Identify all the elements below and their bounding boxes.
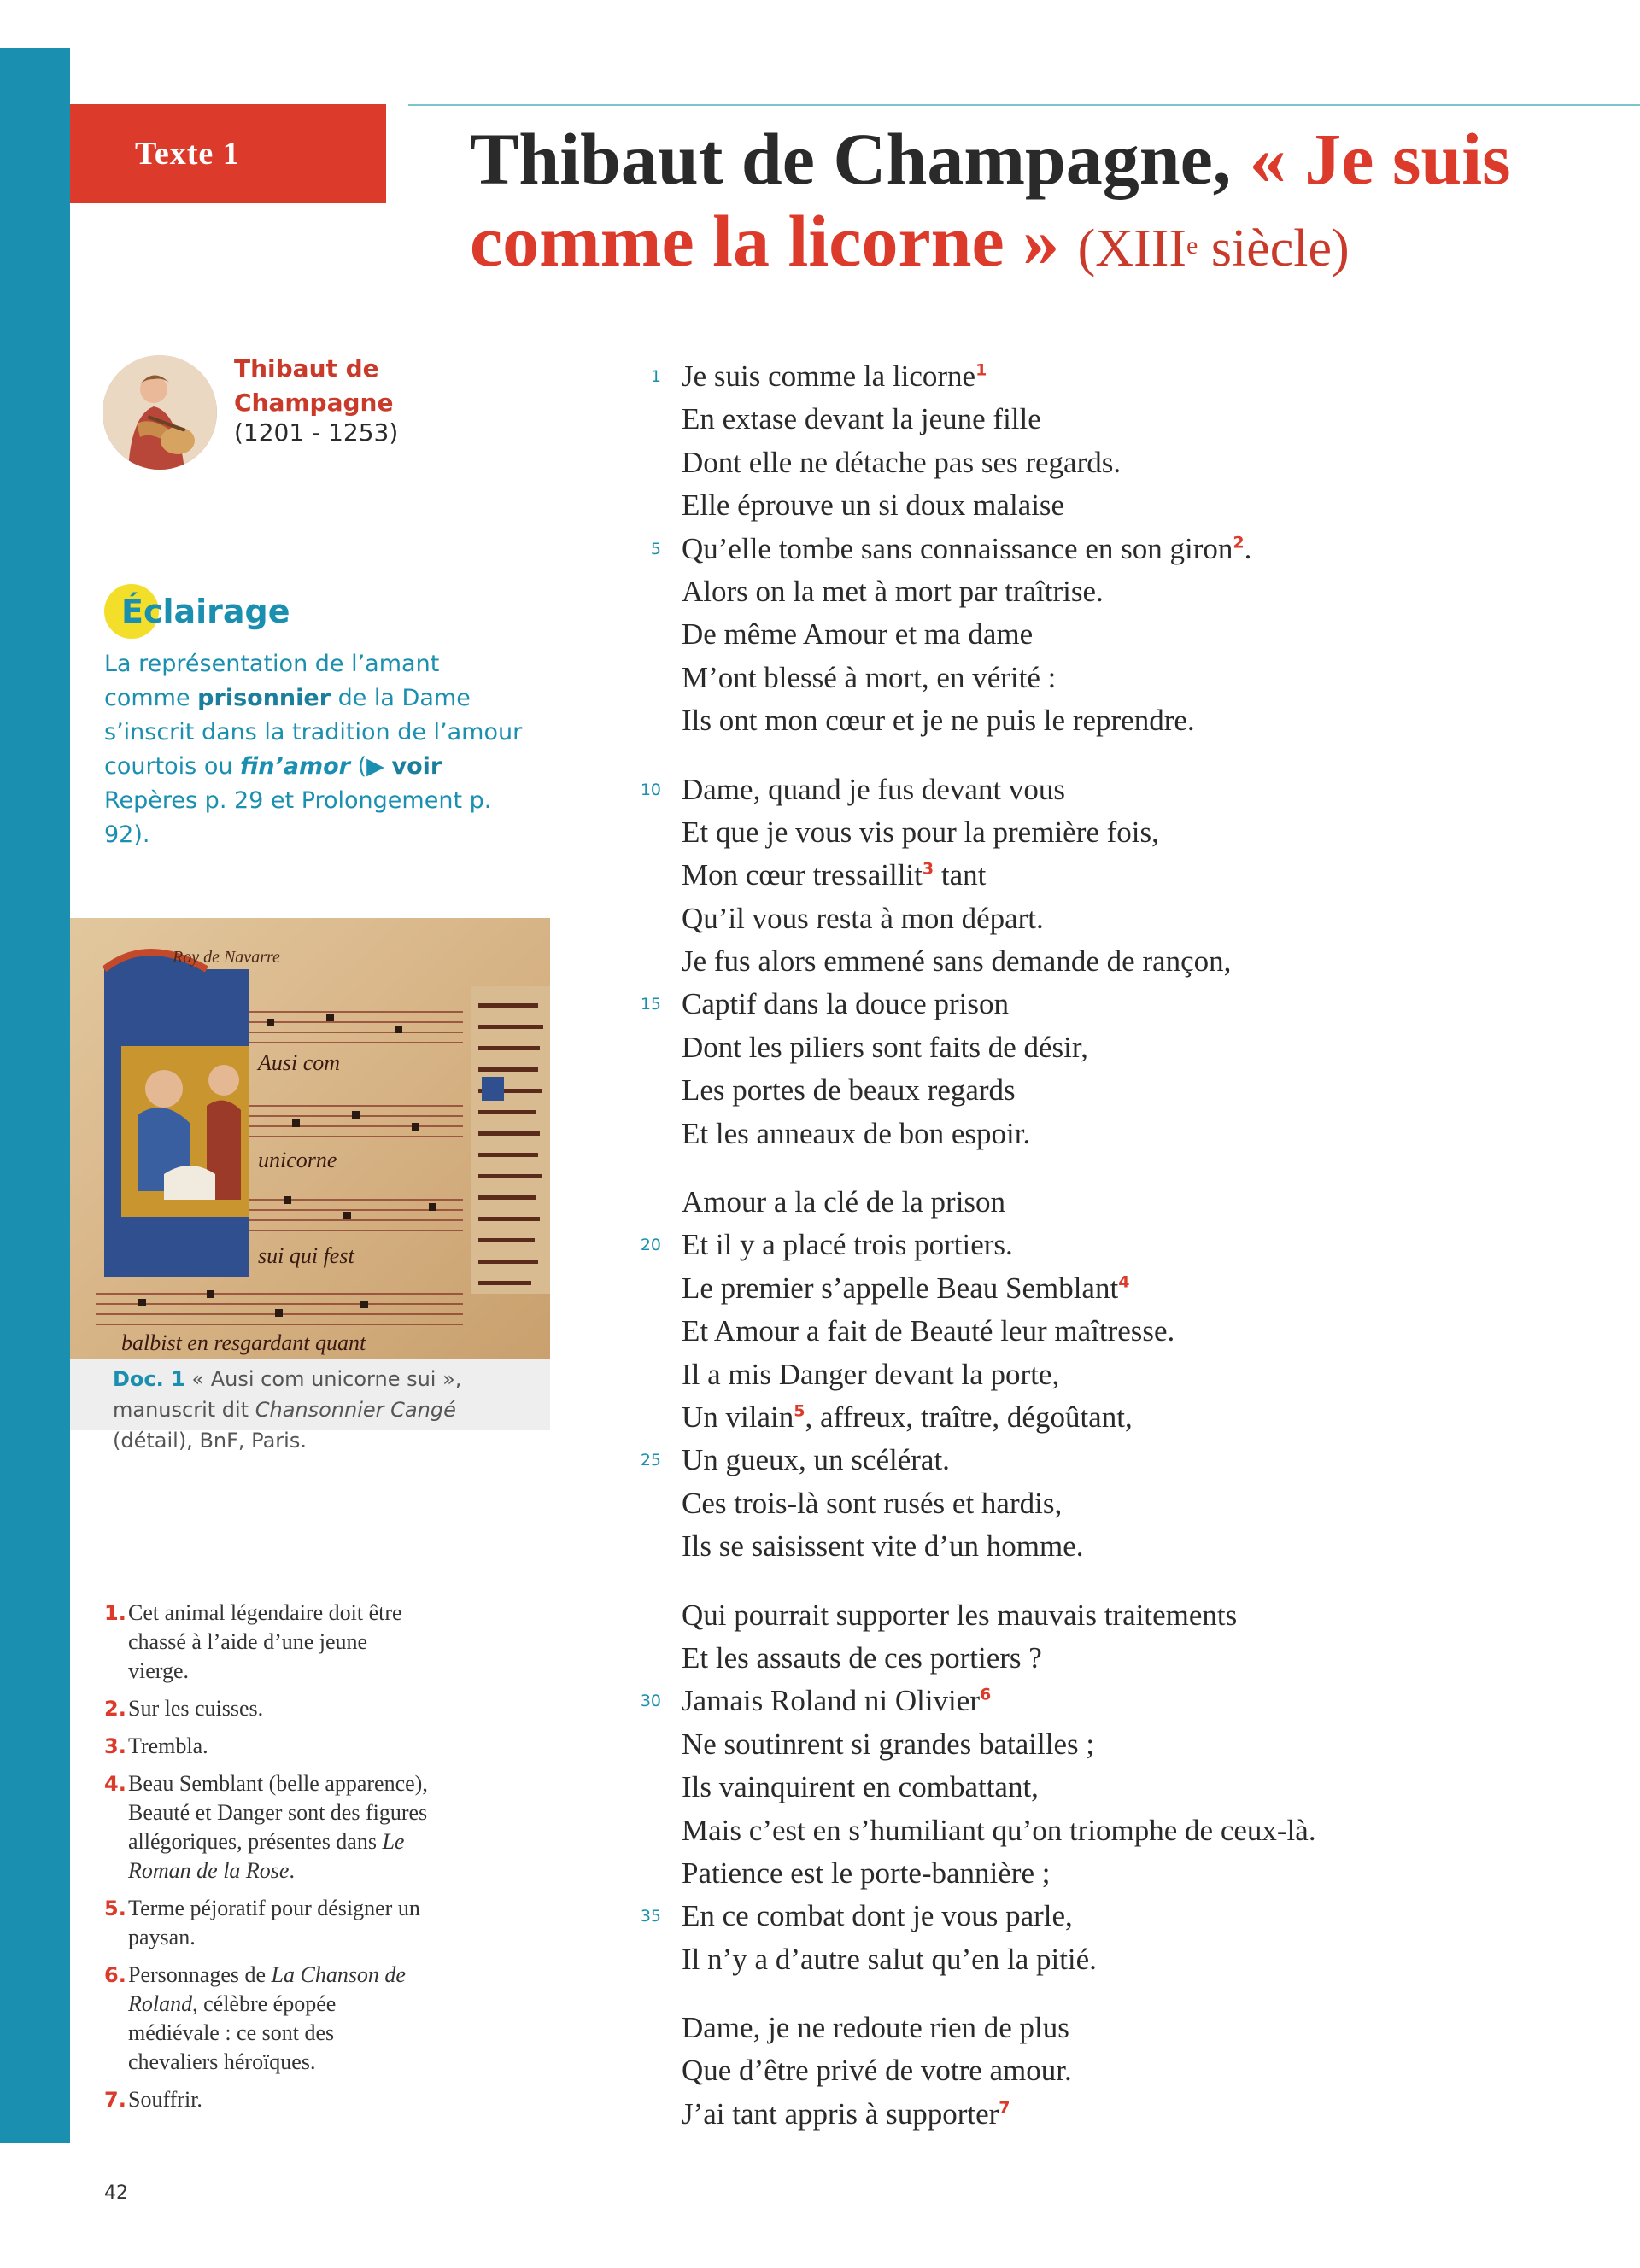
footnote-number: 2. (104, 1697, 126, 1721)
footnote-text: Cet animal légendaire doit être chassé à l’aide d’une jeune vierge. (128, 1600, 402, 1683)
poem-line (632, 1594, 1614, 1637)
manuscript-image (70, 918, 550, 1359)
footnote-number: 5. (104, 1897, 126, 1920)
poem-line (632, 983, 1614, 1026)
poem-line (632, 1267, 1614, 1310)
line-text: Dame, quand je fus devant vous (682, 772, 1066, 806)
header-rule (408, 104, 1640, 106)
svg-text:sui qui fest: sui qui fest (258, 1243, 354, 1268)
footnote-text: Sur les cuisses. (128, 1696, 264, 1721)
title-quote: « Je suis comme la licorne » (470, 118, 1511, 282)
line-text: Un gueux, un scélérat. (682, 1443, 950, 1477)
line-text: De même Amour et ma dame (682, 617, 1034, 652)
footnote-item (104, 1599, 429, 1686)
footnote-item (104, 1769, 429, 1885)
svg-text:balbist en resgardant quant: balbist en resgardant quant (121, 1330, 366, 1355)
poem-line (632, 657, 1614, 699)
footnote-ref[interactable]: 3 (922, 859, 934, 879)
line-text: J’ai tant appris à supporter (682, 2096, 999, 2131)
footnote-text: Personnages de (128, 1962, 272, 1987)
poem-line (632, 1181, 1614, 1224)
footnote-text: Souffrir. (128, 2087, 202, 2112)
line-text-tail: , affreux, traître, dégoûtant, (805, 1400, 1133, 1434)
poem-line (632, 1026, 1614, 1069)
poem-line (632, 2007, 1614, 2049)
eclairage-text: La représentation de l’amant comme prisonnier de la Dame s’inscrit dans la tradition de l’amour courtois ou fin’amor (▶ voir Repères p. 29 et Prolongement p. 92). (104, 651, 523, 848)
footnote-number: 3. (104, 1734, 126, 1758)
footnote-number: 7. (104, 2088, 126, 2112)
line-number: 10 (640, 780, 661, 799)
footnote-number: 4. (104, 1772, 126, 1796)
poem-line (632, 1852, 1614, 1895)
svg-text:unicorne: unicorne (258, 1148, 337, 1172)
line-text: Qu’il vous resta à mon départ. (682, 901, 1044, 935)
line-number: 5 (650, 539, 661, 558)
line-text: Ils se saisissent vite d’un homme. (682, 1529, 1084, 1564)
line-text: Je suis comme la licorne (682, 359, 976, 393)
line-text: Qui pourrait supporter les mauvais traitements (682, 1598, 1238, 1632)
svg-text:Ausi com: Ausi com (258, 1050, 341, 1075)
line-text: Les portes de beaux regards (682, 1073, 1016, 1108)
poem-line (632, 1482, 1614, 1525)
line-text: Je fus alors emmené sans demande de rançon, (682, 944, 1232, 979)
poem-stanza (632, 2007, 1614, 2136)
poem-line (632, 1310, 1614, 1353)
line-text: Amour a la clé de la prison (682, 1185, 1006, 1219)
poem-stanza (632, 1594, 1614, 1982)
poem-line (632, 1809, 1614, 1852)
footnote-text: Terme péjoratif pour désigner un paysan. (128, 1896, 420, 1949)
poem-line (632, 570, 1614, 613)
footnote-ref[interactable]: 1 (975, 360, 987, 380)
footnote-text-tail: , célèbre épopée médiévale : ce sont des chevaliers héroïques. (128, 1991, 337, 2074)
line-text: Ces trois-là sont rusés et hardis, (682, 1486, 1063, 1520)
poem-line (632, 2049, 1614, 2092)
svg-text:Roy de Navarre: Roy de Navarre (173, 948, 280, 967)
poem-line (632, 1680, 1614, 1722)
poem-line (632, 398, 1614, 441)
line-text: Captif dans la douce prison (682, 987, 1009, 1021)
footnote-text: Beau Semblant (belle apparence), Beauté et Danger sont des figures allégoriques, présentes dans (128, 1771, 428, 1854)
poem-line (632, 528, 1614, 570)
poem-stanza (632, 355, 1614, 743)
footnote-ref[interactable]: 7 (999, 2098, 1010, 2118)
footnote-ref[interactable]: 4 (1118, 1272, 1130, 1292)
medieval-musician-portrait-icon (102, 355, 217, 470)
line-text: Il a mis Danger devant la porte, (682, 1357, 1060, 1391)
footnote-number: 1. (104, 1601, 126, 1625)
title-era: (XIIIe siècle) (1077, 219, 1350, 278)
footnote-ref[interactable]: 5 (794, 1401, 805, 1421)
poem-line (632, 1224, 1614, 1266)
line-text: En extase devant la jeune fille (682, 402, 1041, 436)
poem-line (632, 811, 1614, 854)
footnote-title: Le Roman de la Rose (128, 1829, 405, 1883)
poem-line (632, 1723, 1614, 1766)
line-text: Patience est le porte-bannière ; (682, 1856, 1051, 1890)
line-text: Le premier s’appelle Beau Semblant (682, 1271, 1119, 1305)
poem-stanza (632, 1181, 1614, 1569)
poem-line (632, 940, 1614, 983)
image-caption: Doc. 1 « Ausi com unicorne sui », manuscrit dit Chansonnier Cangé (détail), BnF, Paris. (70, 1359, 550, 1430)
footnote-ref[interactable]: 6 (979, 1685, 992, 1704)
poem-line (632, 1353, 1614, 1396)
footnote-item (104, 1961, 429, 2077)
line-text: Que d’être privé de votre amour. (682, 2054, 1072, 2088)
line-text: Ne soutinrent si grandes batailles ; (682, 1727, 1095, 1761)
footnote-title: La Chanson de Roland (128, 1962, 406, 2016)
footnote-item (104, 1694, 429, 1723)
line-text: Dont les piliers sont faits de désir, (682, 1030, 1088, 1064)
line-text: Et il y a placé trois portiers. (682, 1228, 1013, 1262)
eclairage-box (104, 584, 531, 852)
poem-line (632, 1396, 1614, 1439)
poem (632, 355, 1614, 2161)
page-number: 42 (104, 2183, 128, 2204)
poem-line (632, 1525, 1614, 1568)
footnote-ref[interactable]: 2 (1233, 532, 1245, 552)
line-text: Mais c’est en s’humiliant qu’on triomphe de ceux-là. (682, 1813, 1316, 1847)
line-text-tail: . (1244, 531, 1252, 565)
line-text: Jamais Roland ni Olivier (682, 1684, 980, 1718)
eclairage-header (104, 584, 531, 640)
poem-line (632, 441, 1614, 484)
line-text: Et que je vous vis pour la première fois, (682, 815, 1159, 849)
footnote-item (104, 1732, 429, 1761)
line-text: Alors on la met à mort par traîtrise. (682, 574, 1104, 608)
footnotes (104, 1599, 429, 2123)
side-color-bar (0, 48, 70, 2143)
poem-line (632, 1637, 1614, 1680)
line-text: Mon cœur tressaillit (682, 858, 922, 892)
poem-line (632, 699, 1614, 742)
line-text: Elle éprouve un si doux malaise (682, 488, 1065, 523)
footnote-number: 6. (104, 1963, 126, 1987)
line-text: En ce combat dont je vous parle, (682, 1899, 1073, 1933)
poem-line (632, 1069, 1614, 1112)
poem-line (632, 1113, 1614, 1155)
line-text: Dame, je ne redoute rien de plus (682, 2011, 1069, 2045)
line-text: Il n’y a d’autre salut qu’en la pitié. (682, 1942, 1097, 1976)
line-text: Et les assauts de ces portiers ? (682, 1640, 1042, 1675)
poem-line (632, 1938, 1614, 1981)
line-text: Ils ont mon cœur et je ne puis le reprendre. (682, 704, 1195, 738)
footnote-item (104, 2085, 429, 2114)
footnote-text: Trembla. (128, 1733, 208, 1758)
line-text: Et Amour a fait de Beauté leur maîtresse. (682, 1314, 1175, 1348)
text-label-tag: Texte 1 (70, 104, 386, 203)
poem-stanza (632, 769, 1614, 1156)
arrow-icon: ▶ (366, 753, 384, 780)
footnote-item (104, 1894, 429, 1952)
poem-line (632, 854, 1614, 897)
author-dates: (1201 - 1253) (234, 418, 399, 447)
line-number: 20 (640, 1236, 661, 1255)
line-number: 25 (640, 1451, 661, 1470)
line-text: Ils vainquirent en combattant, (682, 1770, 1039, 1804)
line-number: 30 (640, 1692, 661, 1711)
page-title (470, 118, 1606, 289)
line-text-tail: tant (934, 858, 987, 892)
line-number: 35 (640, 1907, 661, 1926)
line-text: M’ont blessé à mort, en vérité : (682, 660, 1057, 694)
poem-line (632, 897, 1614, 940)
line-text: Qu’elle tombe sans connaissance en son giron (682, 531, 1233, 565)
poem-line (632, 1439, 1614, 1482)
line-text: Et les anneaux de bon espoir. (682, 1116, 1031, 1150)
poem-line (632, 613, 1614, 656)
poem-line (632, 355, 1614, 398)
footnote-text-tail: . (289, 1858, 295, 1883)
poem-line (632, 1766, 1614, 1809)
author-name: Thibaut de Champagne (234, 354, 394, 417)
line-number: 1 (650, 367, 661, 386)
poem-line (632, 2093, 1614, 2136)
line-text: Un vilain (682, 1400, 794, 1434)
poem-line (632, 484, 1614, 527)
title-author: Thibaut de Champagne, (470, 118, 1250, 200)
eclairage-title: Éclairage (121, 593, 290, 630)
poem-line (632, 769, 1614, 811)
author-portrait (102, 355, 217, 470)
line-number: 15 (640, 995, 661, 1014)
line-text: Dont elle ne détache pas ses regards. (682, 445, 1122, 479)
poem-line (632, 1895, 1614, 1938)
